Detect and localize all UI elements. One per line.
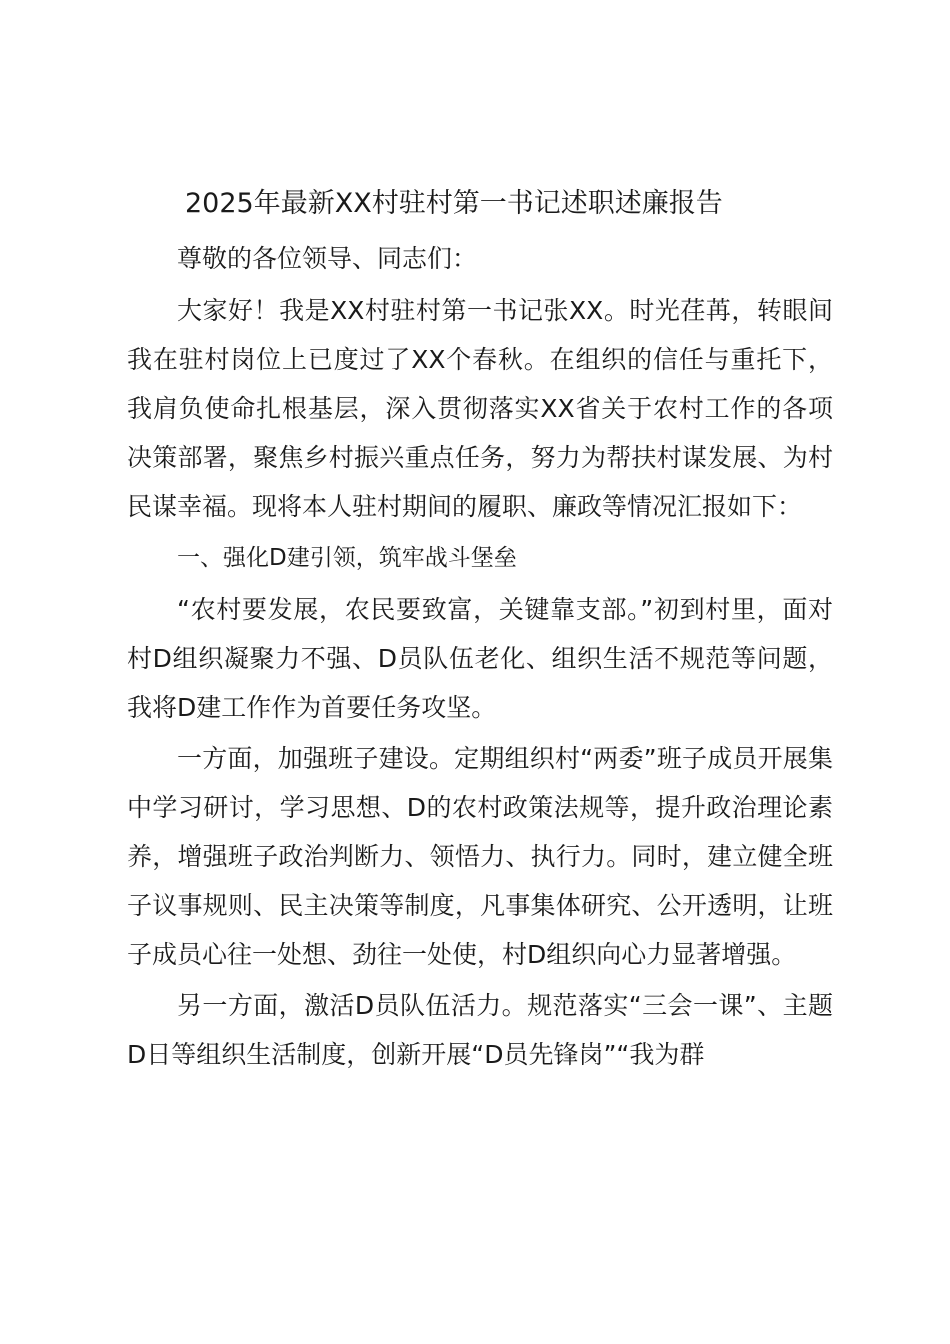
- section1-paragraph-2: 一方面，加强班子建设。定期组织村“两委”班子成员开展集中学习研讨，学习思想、D的农村政策法规等，提升政治理论素养，增强班子政治判断力、领悟力、执行力。同时，建立健全班子议事规则、民主决策等制度，凡事集体研究、公开透明，让班子成员心往一处想、劲往一处使，村D组织向心力显著增强。: [127, 744, 833, 969]
- section-heading-1: 一、强化D建引领，筑牢战斗堡垒: [177, 545, 517, 571]
- section1-paragraph-1: “农村要发展，农民要致富，关键靠支部。”初到村里，面对村D组织凝聚力不强、D员队伍老化、组织生活不规范等问题，我将D建工作作为首要任务攻坚。: [127, 595, 833, 722]
- document-title: 2025年最新XX村驻村第一书记述职述廉报告: [185, 188, 723, 219]
- document-body: [127, 234, 833, 1081]
- salutation: 尊敬的各位领导、同志们：: [177, 244, 478, 273]
- section1-paragraph-3: 另一方面，激活D员队伍活力。规范落实“三会一课”、主题D日等组织生活制度，创新开展“D员先锋岗”“我为群: [127, 991, 833, 1069]
- intro-paragraph: 大家好！我是XX村驻村第一书记张XX。时光荏苒，转眼间我在驻村岗位上已度过了XX个春秋。在组织的信任与重托下，我肩负使命扎根基层，深入贯彻落实XX省关于农村工作的各项决策部署，聚焦乡村振兴重点任务，努力为帮扶村谋发展、为村民谋幸福。现将本人驻村期间的履职、廉政等情况汇报如下：: [127, 296, 833, 521]
